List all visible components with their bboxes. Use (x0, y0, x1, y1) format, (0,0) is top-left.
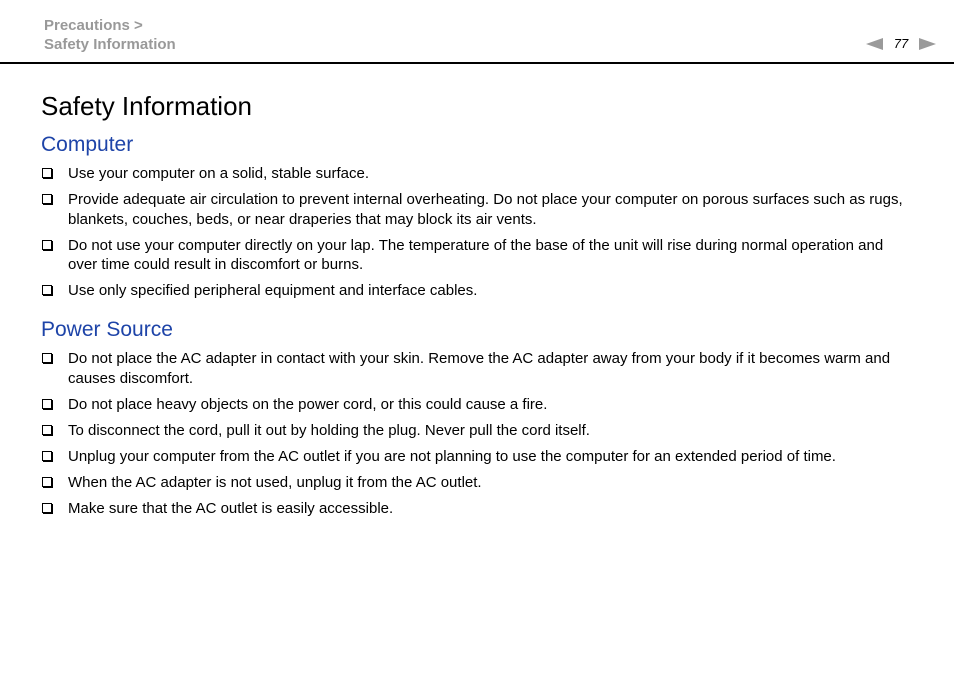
breadcrumb-current: Safety Information (44, 36, 176, 53)
list-item-text: Do not place heavy objects on the power cord, or this could cause a fire. (68, 395, 548, 413)
list-item-text: Unplug your computer from the AC outlet if you are not planning to use the computer for an extended period of time. (68, 447, 836, 465)
list-item-text: Do not place the AC adapter in contact with your skin. Remove the AC adapter away from your body if it becomes warm and causes discomfort. (68, 350, 891, 387)
checkbox-bullet-icon (42, 353, 52, 363)
list-item (41, 281, 913, 301)
section-heading-computer: Computer (41, 133, 134, 156)
checkbox-bullet-icon (42, 425, 52, 435)
header-divider (0, 62, 954, 64)
page-navigation (866, 36, 936, 51)
computer-precautions-list (41, 164, 913, 301)
section-heading-power-source: Power Source (41, 318, 173, 341)
checkbox-bullet-icon (42, 451, 52, 461)
list-item (41, 190, 913, 229)
checkbox-bullet-icon (42, 477, 52, 487)
previous-page-arrow-icon[interactable] (866, 38, 883, 50)
list-item (41, 447, 913, 467)
checkbox-bullet-icon (42, 240, 52, 250)
page-number: 77 (893, 36, 909, 51)
list-item (41, 349, 913, 388)
page-title: Safety Information (41, 91, 252, 121)
list-item (41, 236, 913, 275)
checkbox-bullet-icon (42, 503, 52, 513)
list-item-text: Use your computer on a solid, stable surface. (68, 165, 369, 182)
page-content (41, 90, 913, 525)
next-page-arrow-icon[interactable] (919, 38, 936, 50)
list-item (41, 395, 913, 415)
list-item-text: When the AC adapter is not used, unplug it from the AC outlet. (68, 473, 482, 491)
list-item-text: Provide adequate air circulation to prevent internal overheating. Do not place your computer on porous surfaces such as rugs, blankets, couches, beds, or near draperies that may block its air vents. (68, 191, 903, 228)
list-item-text: To disconnect the cord, pull it out by holding the plug. Never pull the cord itself. (68, 421, 590, 439)
list-item (41, 473, 913, 493)
checkbox-bullet-icon (42, 194, 52, 204)
list-item-text: Do not use your computer directly on your lap. The temperature of the base of the unit will rise during normal operation and over time could result in discomfort or burns. (68, 236, 884, 273)
list-item (41, 421, 913, 441)
breadcrumb (44, 16, 176, 54)
checkbox-bullet-icon (42, 285, 52, 295)
checkbox-bullet-icon (42, 168, 52, 178)
power-source-precautions-list (41, 349, 913, 518)
list-item-text: Use only specified peripheral equipment and interface cables. (68, 282, 478, 299)
list-item-text: Make sure that the AC outlet is easily accessible. (68, 499, 394, 517)
breadcrumb-parent-link[interactable]: Precautions > (44, 17, 143, 34)
list-item (41, 499, 913, 519)
checkbox-bullet-icon (42, 399, 52, 409)
list-item (41, 164, 913, 184)
